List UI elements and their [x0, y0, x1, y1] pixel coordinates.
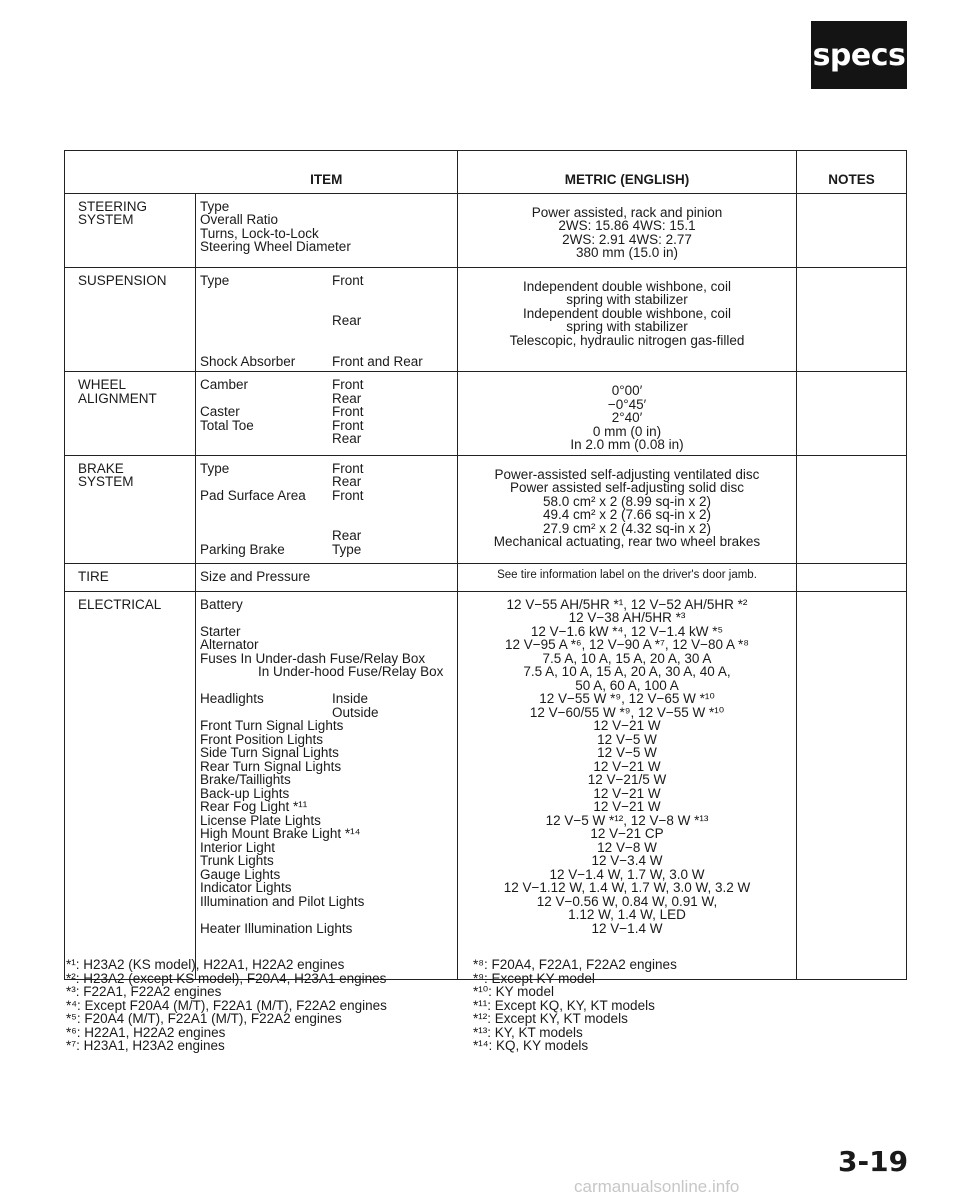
values-wheel-alignment: 0°00′ −0°45′ 2°40′ 0 mm (0 in) In 2.0 mm (0.08 in)	[458, 372, 797, 456]
values-brake-system: Power-assisted self-adjusting ventilated disc Power assisted self-adjusting solid disc 58.0 cm² x 2 (8.99 sq-in x 2) 49.4 cm² x 2 (7.66 sq-in x 2) 27.9 cm² x 2 (4.32 sq-in x 2) Mechanical actuating, rear two wheel brakes	[458, 455, 797, 563]
row-tire	[65, 563, 907, 591]
category-brake-system: BRAKE SYSTEM	[65, 455, 196, 563]
row-steering	[65, 193, 907, 267]
notes-suspension	[797, 267, 907, 372]
specs-section-tab: specs	[811, 21, 907, 89]
values-steering: Power assisted, rack and pinion 2WS: 15.86 4WS: 15.1 2WS: 2.91 4WS: 2.77 380 mm (15.0 in)	[458, 193, 797, 267]
header-notes: NOTES	[797, 151, 907, 194]
items-electrical: Battery Starter Alternator Fuses In Under-dash Fuse/Relay Box In Under-hood Fuse/Relay Box Headlights Inside Outside Front Turn Signal Lights Front Position Lights Side Turn Signal Lights Rear Turn Signal Lights Brake/Taillights Back-up Lights Rear Fog Light *¹¹ License Plate Lights High Mount Brake Light *¹⁴ Interior Light Trunk Lights Gauge Lights Indicator Lights Illumination and Pilot Lights Heater Illumination Lights	[196, 591, 458, 979]
items-tire: Size and Pressure	[196, 563, 458, 591]
category-steering: STEERING SYSTEM	[65, 193, 196, 267]
row-brake-system	[65, 455, 907, 563]
row-suspension	[65, 267, 907, 372]
values-electrical: 12 V−55 AH/5HR *¹, 12 V−52 AH/5HR *² 12 V−38 AH/5HR *³ 12 V−1.6 kW *⁴, 12 V−1.4 kW *⁵ 12 V−95 A *⁶, 12 V−90 A *⁷, 12 V−80 A *⁸ 7.5 A, 10 A, 15 A, 20 A, 30 A 7.5 A, 10 A, 15 A, 20 A, 30 A, 40 A, 50 A, 60 A, 100 A 12 V−55 W *⁹, 12 V−65 W *¹⁰ 12 V−60/55 W *⁹, 12 V−55 W *¹⁰ 12 V−21 W 12 V−5 W 12 V−5 W 12 V−21 W 12 V−21/5 W 12 V−21 W 12 V−21 W 12 V−5 W *¹², 12 V−8 W *¹³ 12 V−21 CP 12 V−8 W 12 V−3.4 W 12 V−1.4 W, 1.7 W, 3.0 W 12 V−1.12 W, 1.4 W, 1.7 W, 3.0 W, 3.2 W 12 V−0.56 W, 0.84 W, 0.91 W, 1.12 W, 1.4 W, LED 12 V−1.4 W	[458, 591, 797, 979]
notes-electrical	[797, 591, 907, 979]
category-suspension: SUSPENSION	[65, 267, 196, 372]
items-suspension: Type Front Rear Shock Absorber Front and Rear	[196, 267, 458, 372]
notes-tire	[797, 563, 907, 591]
watermark: carmanualsonline.info	[574, 1177, 740, 1196]
footnotes-right: *⁸: F20A4, F22A1, F22A2 engines *⁹: Except KY model *¹⁰: KY model *¹¹: Except KQ, KY, KT models *¹²: Except KY, KT models *¹³: KY, KT models *¹⁴: KQ, KY models	[473, 957, 677, 1053]
notes-brake-system	[797, 455, 907, 563]
row-wheel-alignment	[65, 372, 907, 456]
category-tire: TIRE	[65, 563, 196, 591]
items-wheel-alignment: Camber Front Rear Caster Front Total Toe Front Rear	[196, 372, 458, 456]
footnotes-left: *¹: H23A2 (KS model), H22A1, H22A2 engines *²: H23A2 (except KS model), F20A4, H23A1 engines *³: F22A1, F22A2 engines *⁴: Except F20A4 (M/T), F22A1 (M/T), F22A2 engines *⁵: F20A4 (M/T), F22A1 (M/T), F22A2 engines *⁶: H22A1, H22A2 engines *⁷: H23A1, H23A2 engines	[66, 957, 387, 1053]
header-metric: METRIC (ENGLISH)	[458, 151, 797, 194]
values-suspension: Independent double wishbone, coil spring with stabilizer Independent double wishbone, coil spring with stabilizer Telescopic, hydraulic nitrogen gas-filled	[458, 267, 797, 372]
table-header-row	[65, 151, 907, 194]
category-electrical: ELECTRICAL	[65, 591, 196, 979]
row-electrical	[65, 591, 907, 979]
values-tire: See tire information label on the driver's door jamb.	[458, 563, 797, 591]
specifications-table	[64, 150, 907, 980]
items-steering: Type Overall Ratio Turns, Lock-to-Lock Steering Wheel Diameter	[196, 193, 458, 267]
page-number: 3-19	[838, 1145, 909, 1178]
items-brake-system: Type Front Rear Pad Surface Area Front Rear Parking Brake Type	[196, 455, 458, 563]
notes-steering	[797, 193, 907, 267]
header-item: ITEM	[196, 151, 458, 194]
category-wheel-alignment: WHEEL ALIGNMENT	[65, 372, 196, 456]
notes-wheel-alignment	[797, 372, 907, 456]
